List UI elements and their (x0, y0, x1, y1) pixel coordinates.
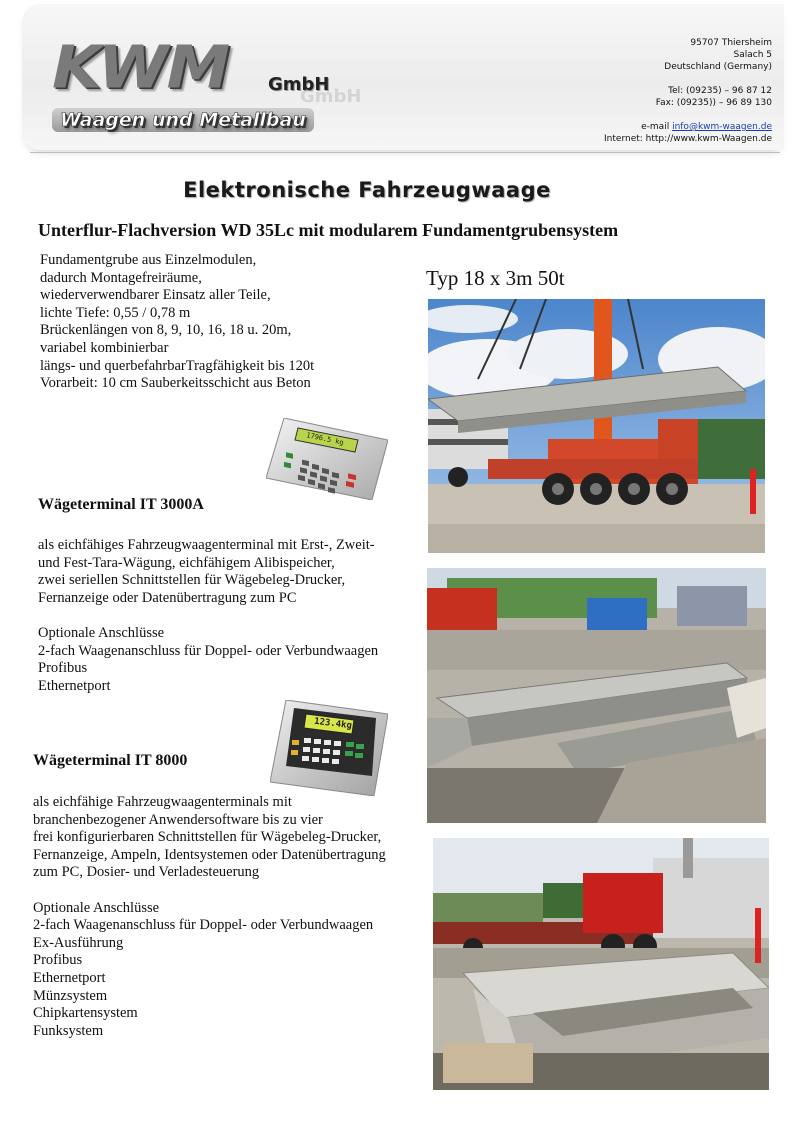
page-title: Elektronische Fahrzeugwaage (183, 178, 551, 202)
photo-foundation-pit (433, 838, 769, 1090)
terminal2-display: 123.4kg (313, 716, 353, 732)
address-line: 95707 Thiersheim (690, 38, 772, 48)
photo1-illustration (428, 299, 765, 553)
email-link[interactable]: info@kwm-waagen.de (672, 122, 772, 132)
intro-text: Fundamentgrube aus Einzelmodulen, dadurch Montagefreiräume, wiederverwendbarer Einsatz aller Teile, lichte Tiefe: 0,55 / 0,78 m Brückenlängen von 8, 9, 10, 16, 18 u. 20m, variabel kombinierbar längs- und querbefahrbarTragfähigkeit bis 120t Vorarbeit: 10 cm Sauberkeitsschicht aus Beton (40, 252, 315, 392)
fax-line: Fax: (09235)) – 96 89 130 (655, 98, 772, 108)
scale-type-label: Typ 18 x 3m 50t (426, 266, 565, 290)
tel-line: Tel: (09235) – 96 87 12 (668, 86, 772, 96)
logo-gmbh: GmbH (268, 74, 330, 95)
company-logo: KWM (52, 33, 229, 103)
internet-line: Internet: http://www.kwm-Waagen.de (604, 134, 772, 144)
page-subtitle: Unterflur-Flachversion WD 35Lc mit modularem Fundamentgrubensystem (38, 220, 619, 240)
email-line: e-mail info@kwm-waagen.de (641, 122, 772, 132)
terminal-it8000-illustration (270, 700, 388, 796)
terminal-it3000a-illustration (266, 418, 388, 500)
address-line: Deutschland (Germany) (664, 62, 772, 72)
terminal2-heading: Wägeterminal IT 8000 (33, 752, 188, 769)
terminal-it3000a-image (266, 418, 388, 500)
logo-tagline: Waagen und Metallbau (52, 108, 314, 132)
photo3-illustration (433, 838, 769, 1090)
photo-crane-lifting-bridge (428, 299, 765, 553)
terminal1-heading: Wägeterminal IT 3000A (38, 496, 204, 513)
terminal1-display: 1796.5 kg (305, 431, 345, 447)
logo-gmbh-shadow: GmbH (300, 86, 362, 107)
terminal-it8000-image (270, 700, 388, 796)
header-divider (30, 152, 780, 153)
address-block (604, 37, 772, 145)
photo2-illustration (427, 568, 766, 823)
terminal1-description: als eichfähiges Fahrzeugwaagenterminal mit Erst-, Zweit- und Fest-Tara-Wägung, eichfähigem Alibispeicher, zwei seriellen Schnittstellen für Wägebeleg-Drucker, Fernanzeige oder Datenübertragung zum PC Optionale Anschlüsse 2-fach Waagenanschluss für Doppel- oder Verbundwaagen Profibus Ethernetport (38, 537, 379, 694)
address-line: Salach 5 (733, 50, 772, 60)
photo-installed-bridge (427, 568, 766, 823)
terminal2-description: als eichfähige Fahrzeugwaagenterminals mit branchenbezogener Anwendersoftware bis zu vier frei konfigurierbaren Schnittstellen für Wägebeleg-Drucker, Fernanzeige, Ampeln, Identsystemen oder Datenübertragung zum PC, Dosier- und Verladesteuerung Optionale Anschlüsse 2-fach Waagenanschluss für Doppel- oder Verbundwaagen Ex-Ausführung Profibus Ethernetport Münzsystem Chipkartensystem Funksystem (33, 794, 386, 1039)
